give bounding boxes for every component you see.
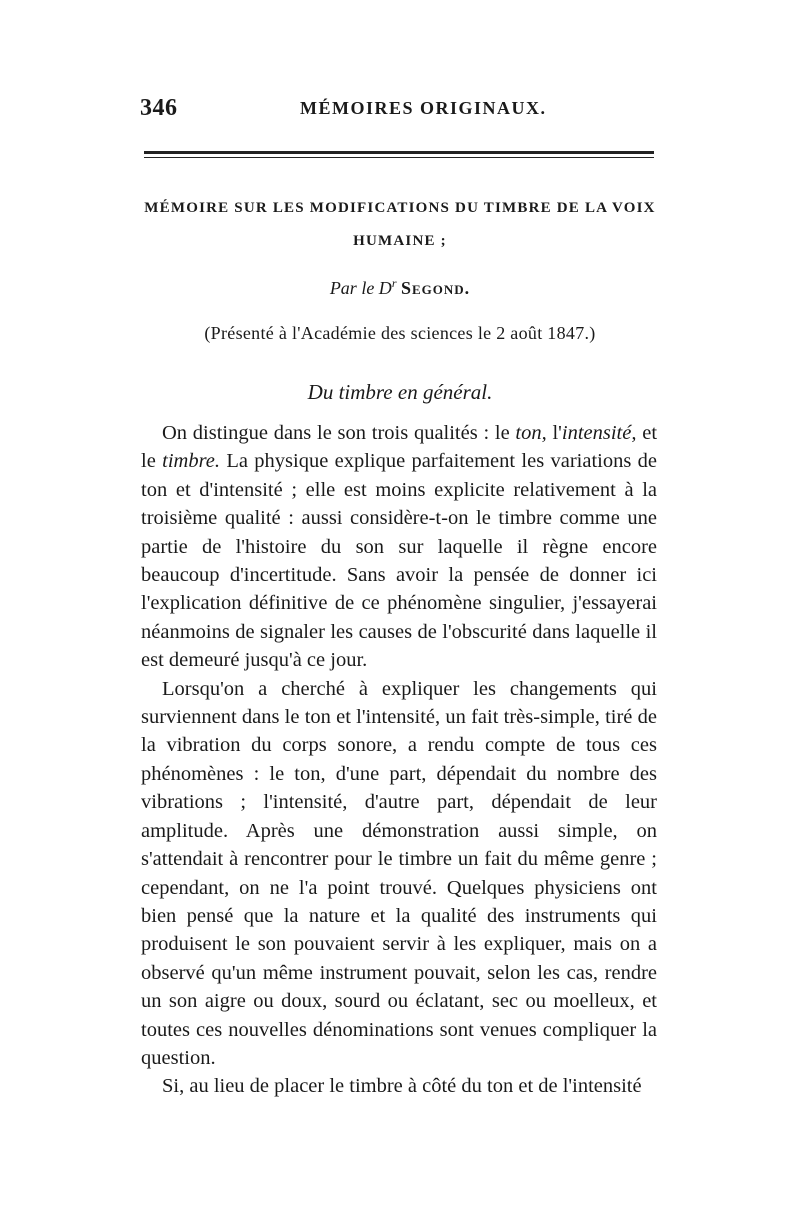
paragraph-1 — [141, 419, 657, 675]
author-prefix: Par le D — [329, 278, 392, 298]
paragraph-1-text-b: l' — [546, 422, 562, 444]
presentation-note: (Présenté à l'Académie des sciences le 2 août 1847.) — [204, 323, 596, 343]
article-title-line1: MÉMOIRE SUR LES MODIFICATIONS DU TIMBRE DE LA VOIX — [144, 200, 656, 216]
header-rule-thin — [144, 157, 654, 158]
body-text — [141, 419, 657, 1101]
paragraph-1-text-c: et le — [141, 422, 658, 473]
article-title — [140, 192, 660, 258]
section-title: Du timbre en général. — [307, 380, 493, 404]
page-number: 346 — [140, 95, 178, 121]
author-line — [140, 276, 660, 299]
article-title-line2: HUMAINE ; — [353, 233, 447, 249]
emphasis-intensite: intensité, — [561, 422, 637, 444]
author-name: Segond. — [400, 278, 471, 298]
paragraph-2: Lorsqu'on a cherché à expliquer les changements qui surviennent dans le ton et l'intensité, un fait très-simple, tiré de la vibration du corps sonore, a rendu compte de tous ces phénomènes : le ton, d'une part, dépendait du nombre des vibrations ; l'intensité, d'autre part, dépendait de leur amplitude. Après une démonstration aussi simple, on s'attendait à rencontrer pour le timbre un fait du même genre ; cependant, on ne l'a point trouvé. Quelques physiciens ont bien pensé que la nature et la qualité des instruments qui produisent le son pouvaient servir à les expliquer, mais on a observé qu'un même instrument pouvait, selon les cas, rendre un son aigre ou doux, sourd ou éclatant, sec ou moelleux, et toutes ces nouvelles dénominations sont venues compliquer la question. — [141, 677, 657, 1069]
paragraph-1-text-d: La physique explique parfaitement les variations de ton et d'intensité ; elle est moins explicite relativement à la troisième qualité : aussi considère-t-on le timbre comme une partie de l'histoire du son sur laquelle il règne encore beaucoup d'incertitude. Sans avoir la pensée de donner ici l'explication définitive de ce phénomène singulier, j'essayerai néanmoins de signaler les causes de l'obscurité dans laquelle il est demeuré jusqu'à ce jour. — [141, 450, 658, 672]
running-head: MÉMOIRES ORIGINAUX. — [300, 98, 547, 118]
author-prefix-superscript: r — [391, 276, 397, 290]
paragraph-1-text-a: On distingue dans le son trois qualités : le — [162, 422, 516, 444]
emphasis-ton: ton, — [515, 422, 547, 444]
header-rule-thick — [144, 151, 654, 154]
paragraph-3: Si, au lieu de placer le timbre à côté du ton et de l'intensité — [162, 1075, 642, 1098]
emphasis-timbre: timbre. — [162, 450, 221, 473]
